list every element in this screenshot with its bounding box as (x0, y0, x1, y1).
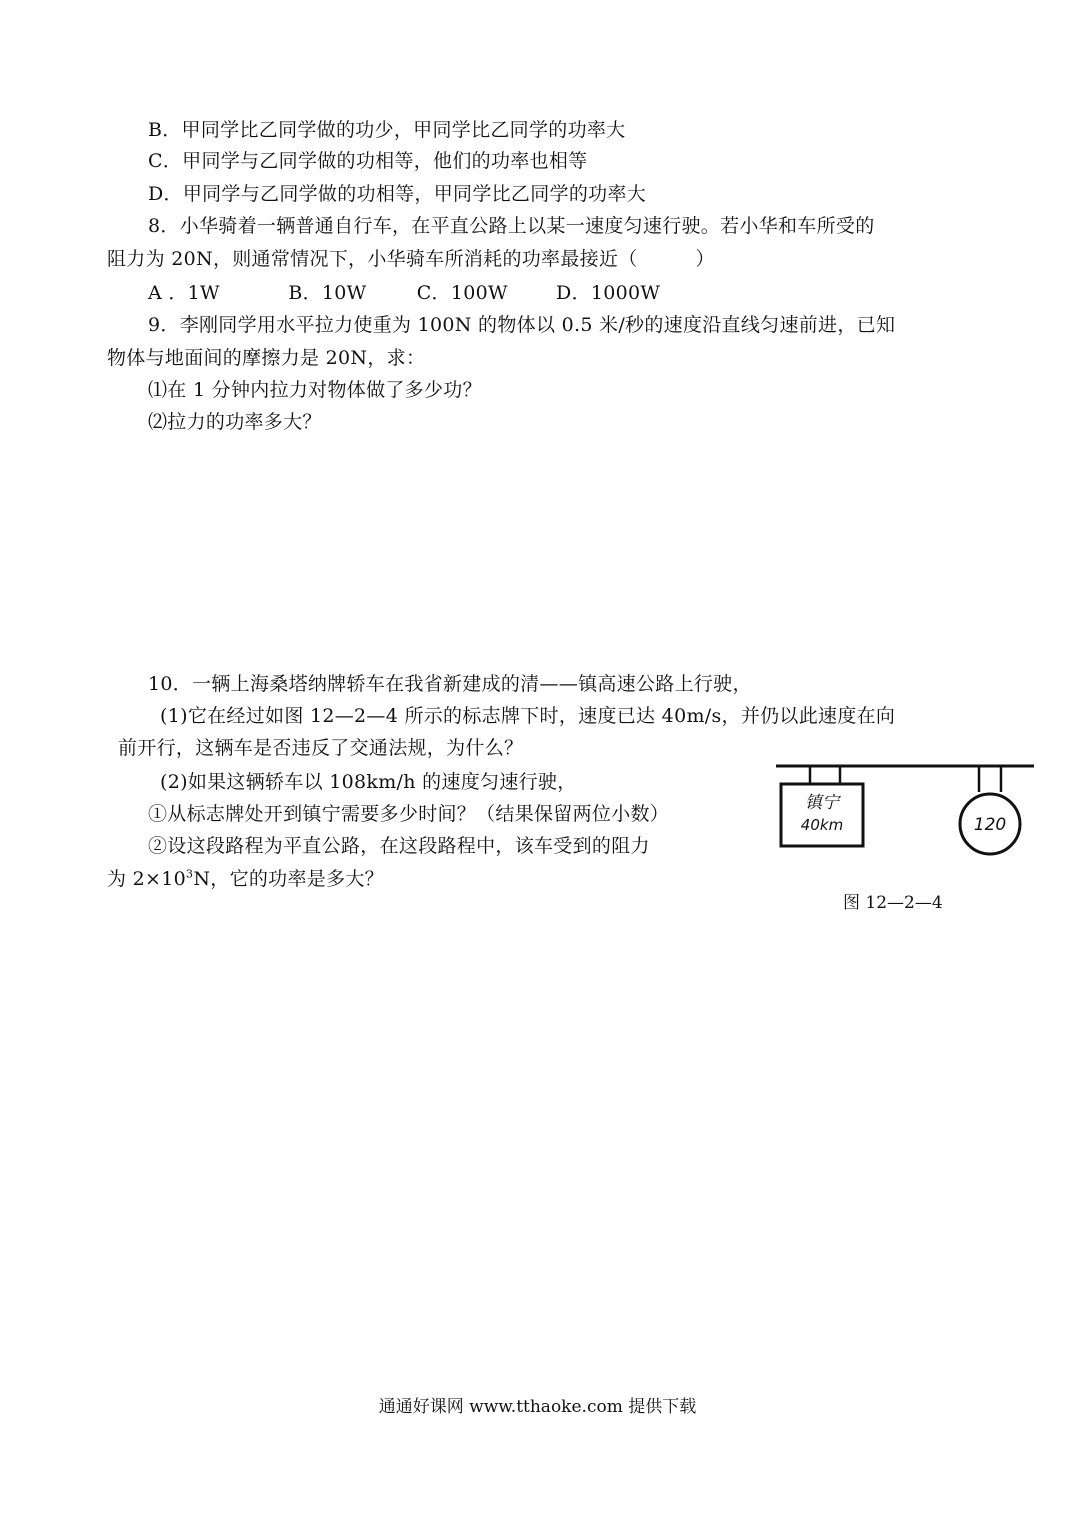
sign-place: 镇宁 (805, 793, 839, 813)
question-10-part-2: (2)如果这辆轿车以 108km/h 的速度匀速行驶， (160, 771, 577, 793)
question-10-sub-2: ②设这段路程为平直公路，在这段路程中，该车受到的阻力 (148, 835, 650, 857)
question-9-line-1: 9．李刚同学用水平拉力使重为 100N 的物体以 0.5 米/秒的速度沿直线匀速前进，已知 (148, 314, 896, 336)
q8-option-b: B．10W (288, 282, 367, 304)
speed-limit-value: 120 (973, 815, 1007, 835)
q8-option-c: C．100W (416, 282, 508, 304)
option-b: B．甲同学比乙同学做的功少，甲同学比乙同学的功率大 (148, 119, 626, 141)
question-10-sub-1: ①从标志牌处开到镇宁需要多少时间？（结果保留两位小数） (148, 803, 670, 825)
question-8-line-1: 8．小华骑着一辆普通自行车，在平直公路上以某一速度匀速行驶。若小华和车所受的 (148, 215, 875, 237)
option-c: C．甲同学与乙同学做的功相等，他们的功率也相等 (148, 150, 588, 172)
traffic-sign-drawing (776, 762, 1038, 862)
exponent: 3 (186, 867, 194, 881)
power-value-prefix: 为 2×10 (107, 868, 187, 890)
question-9-part-1: ⑴在 1 分钟内拉力对物体做了多少功？ (148, 379, 482, 401)
question-9-line-2: 物体与地面间的摩擦力是 20N，求： (107, 347, 426, 369)
option-d: D．甲同学与乙同学做的功相等，甲同学比乙同学的功率大 (148, 183, 647, 205)
power-value-suffix: N，它的功率是多大？ (193, 868, 384, 890)
figure-caption: 图 12—2—4 (843, 893, 943, 913)
question-10-line-1: 10．一辆上海桑塔纳牌轿车在我省新建成的清——镇高速公路上行驶， (148, 673, 752, 695)
question-10-part-1: (1)它在经过如图 12—2—4 所示的标志牌下时，速度已达 40m/s，并仍以此速度在向 (160, 705, 896, 727)
question-8-options (148, 281, 660, 305)
q8-option-a: A ．1W (148, 282, 220, 304)
question-10-part-1-cont: 前开行，这辆车是否违反了交通法规，为什么？ (118, 737, 524, 759)
question-9-part-2: ⑵拉力的功率多大？ (148, 411, 322, 433)
question-10-sub-2-cont (107, 867, 384, 891)
sign-distance: 40km (800, 816, 844, 834)
question-8-line-2: 阻力为 20N，则通常情况下，小华骑车所消耗的功率最接近（ ） (107, 248, 715, 270)
q8-option-d: D．1000W (556, 282, 661, 304)
page-footer: 通通好课网 www.tthaoke.com 提供下载 (378, 1397, 697, 1417)
traffic-sign-figure (776, 762, 1038, 862)
